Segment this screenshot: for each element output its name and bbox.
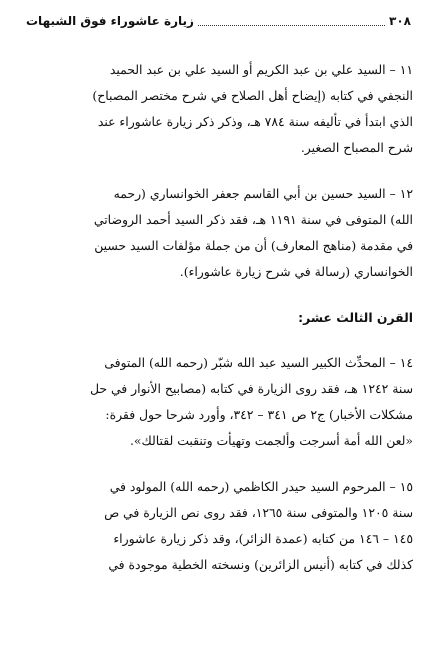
text-line: الخوانساري (رسالة في شرح زيارة عاشوراء). <box>179 264 413 279</box>
header-dot-leader <box>198 24 385 26</box>
text-line: في مقدمة (مناهج المعارف) أن من جملة مؤلفات السيد حسين <box>94 238 413 253</box>
page-body <box>26 57 413 598</box>
text-line: سنة ١٢٠٥ والمتوفى سنة ١٢٦٥، فقد روى نص الزيارة في ص <box>104 505 413 520</box>
text-line: ١١ – السيد علي بن عبد الكريم أو السيد علي بن عبد الحميد <box>109 62 413 77</box>
paragraph-14 <box>26 350 413 454</box>
text-line: كذلك في كتابه (أنيس الزائرين) ونسخته الخطية موجودة في <box>108 557 413 572</box>
text-line: «لعن الله أمة أسرجت وألجمت وتهيأت وتنقبت لقتالك». <box>129 433 413 448</box>
text-line: ١٤٥ – ١٤٦ من كتابه (عمدة الزائر)، وقد ذكر زيارة عاشوراء <box>113 531 413 546</box>
text-line: ١٢ – السيد حسين بن أبي القاسم جعفر الخوانساري (رحمه <box>113 186 413 201</box>
paragraph-12 <box>26 181 413 285</box>
text-line: ١٤ – المحدِّث الكبير السيد عبد الله شبّر (رحمه الله) المتوفى <box>104 355 413 370</box>
page-header <box>26 14 411 36</box>
text-line: شرح المصباح الصغير. <box>300 140 413 155</box>
running-title: زيارة عاشوراء فوق الشبهات <box>26 14 194 28</box>
section-heading: القرن الثالث عشر: <box>298 310 413 325</box>
text-line: النجفي في كتابه (إيضاح أهل الصلاح في شرح مختصر المصباح) <box>92 88 413 103</box>
paragraph-11 <box>26 57 413 161</box>
text-line: ١٥ – المرحوم السيد حيدر الكاظمي (رحمه الله) المولود في <box>109 479 413 494</box>
text-line: الذي ابتدأ في تأليفه سنة ٧٨٤ هـ، وذكر ذكر زيارة عاشوراء عند <box>97 114 413 129</box>
page-number: ٣٠٨ <box>389 14 411 28</box>
text-line: مشكلات الأخبار) ج٢ ص ٣٤١ – ٣٤٢، وأورد شرحا حول فقرة: <box>105 407 413 422</box>
text-line: سنة ١٢٤٢ هـ، فقد روى الزيارة في كتابه (مصابيح الأنوار في حل <box>89 381 413 396</box>
text-line: الله) المتوفى في سنة ١١٩١ هـ، فقد ذكر السيد أحمد الروضاتي <box>93 212 413 227</box>
paragraph-15 <box>26 474 413 578</box>
